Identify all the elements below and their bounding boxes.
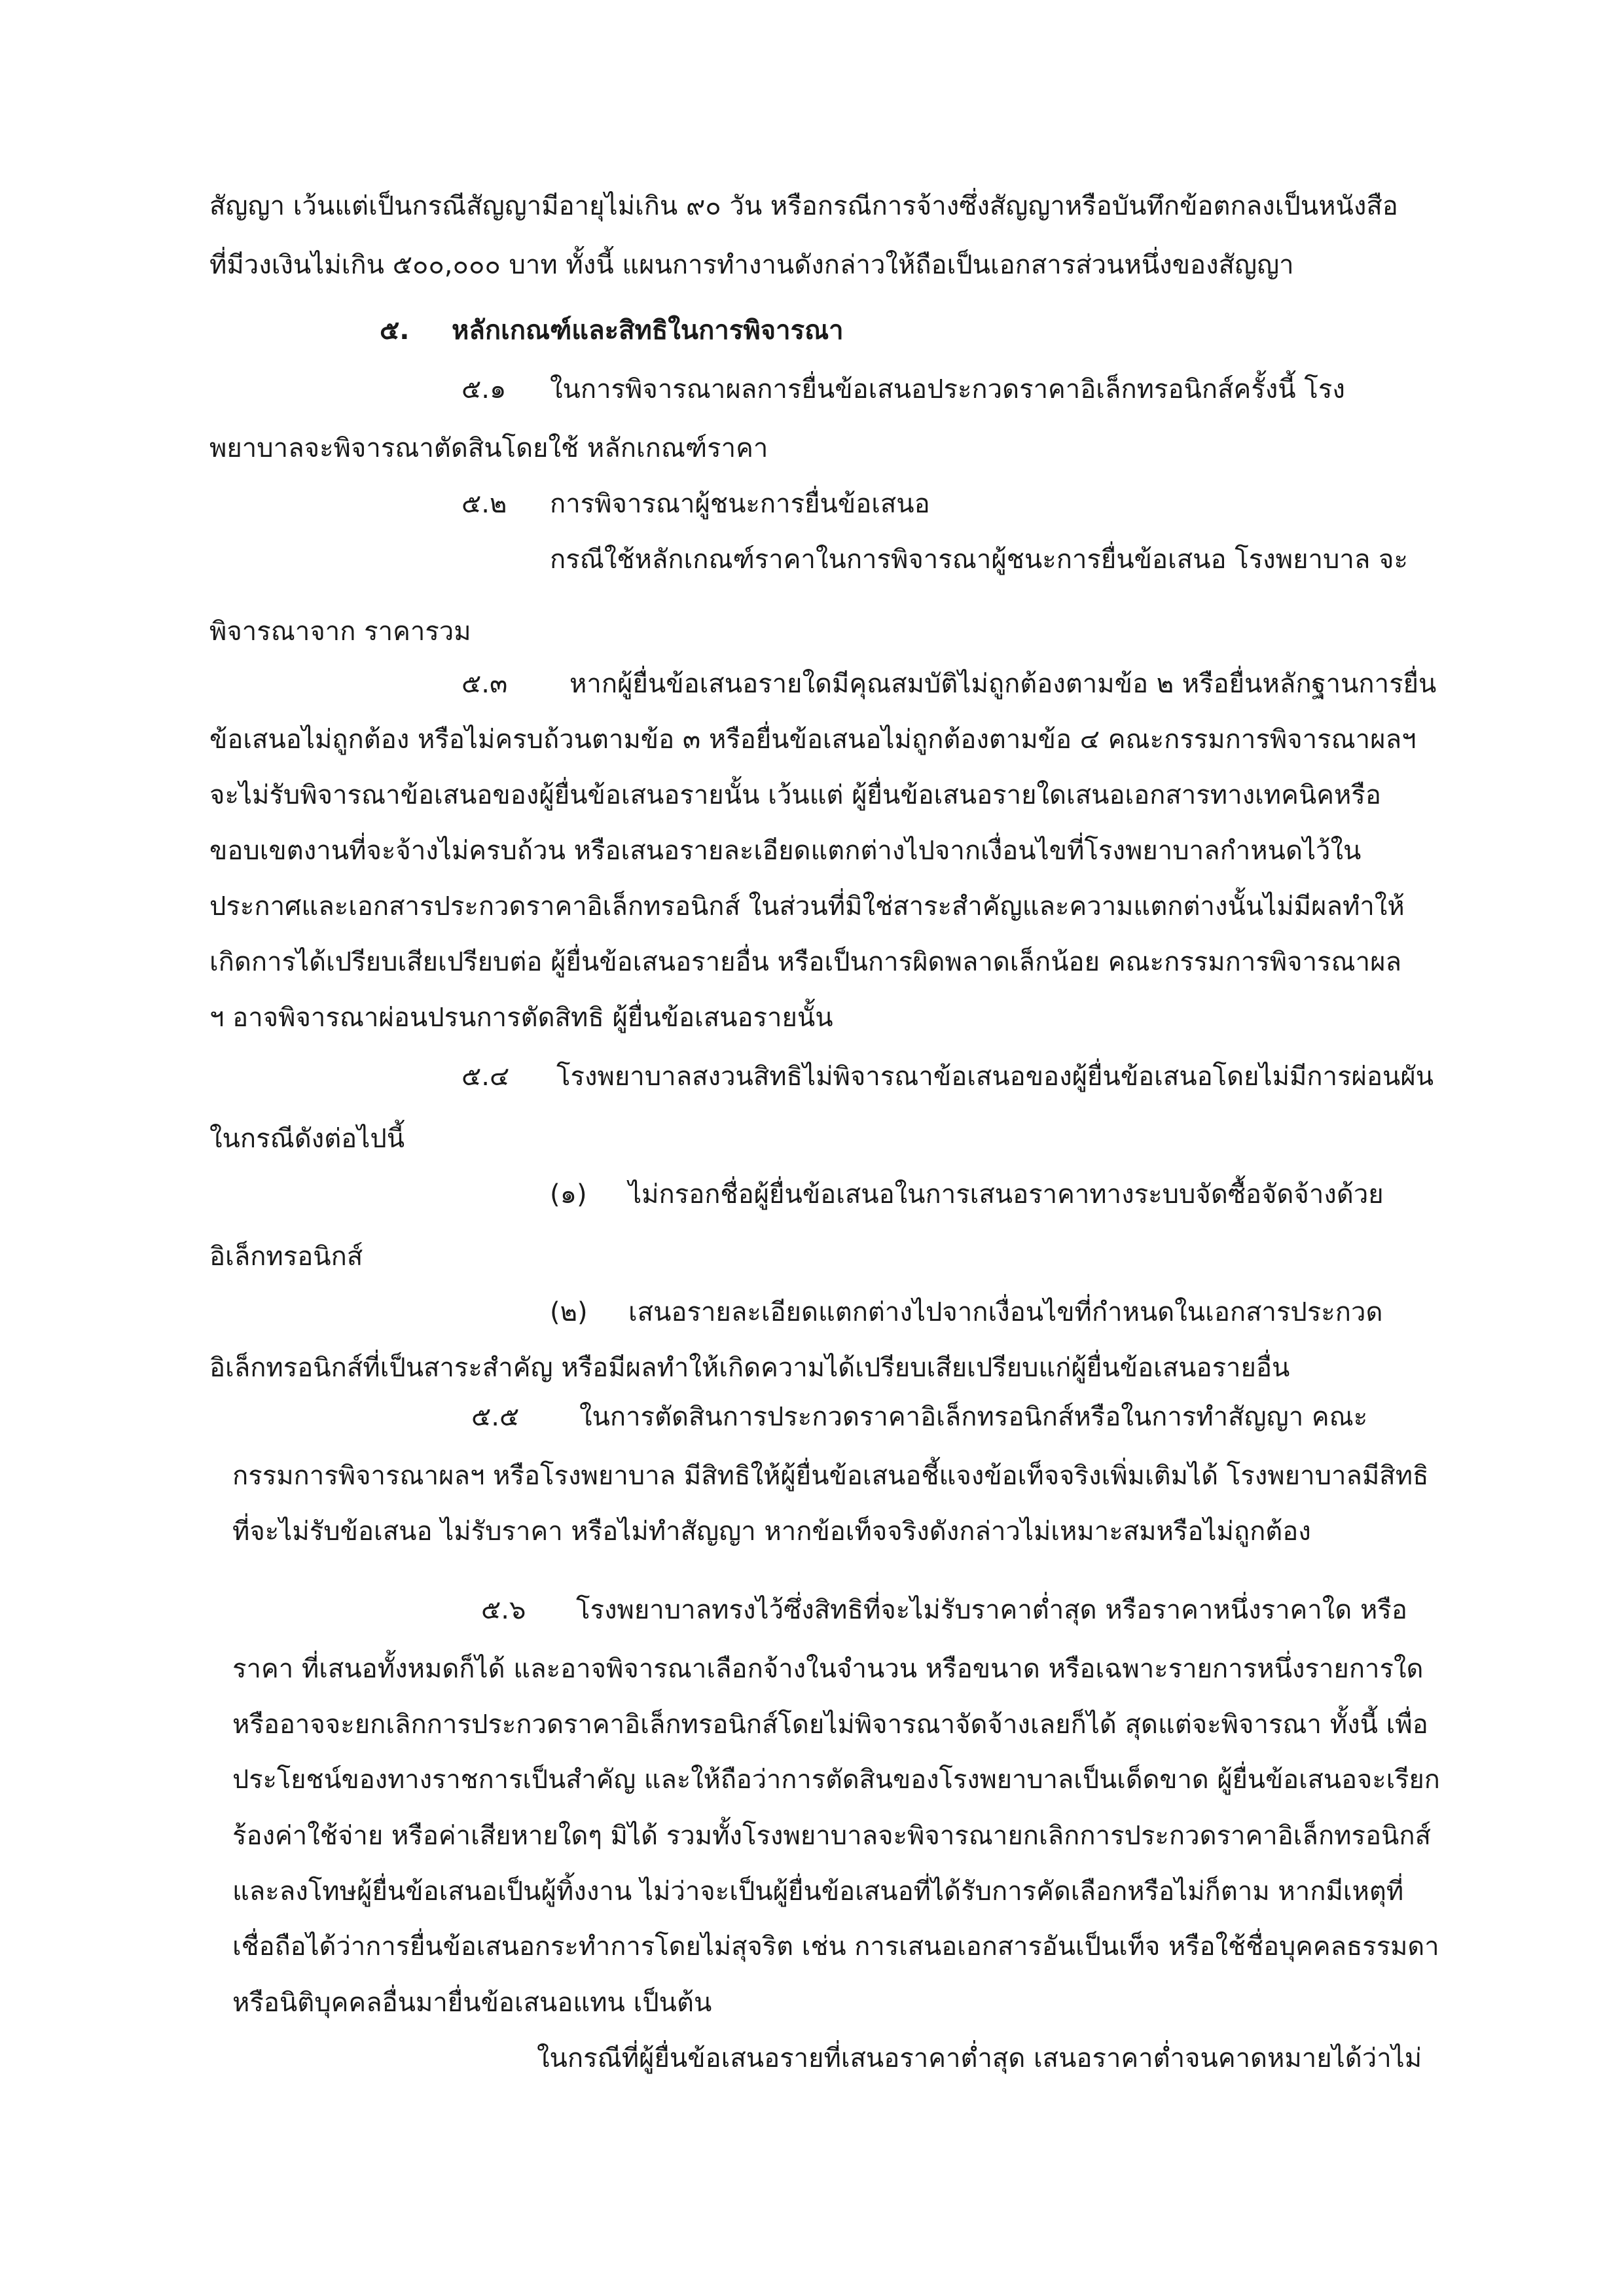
clause-5-2-line-2: พิจารณาจาก ราคารวม	[209, 617, 471, 647]
clause-5-3-number: ๕.๓	[461, 669, 508, 699]
clause-5-6-line-2: ราคา ที่เสนอทั้งหมดก็ได้ และอาจพิจารณาเลือกจ้างในจำนวน หรือขนาด หรือเฉพาะรายการหนึ่งรายการใด	[232, 1654, 1424, 1684]
clause-5-3-line-4: ขอบเขตงานที่จะจ้างไม่ครบถ้วน หรือเสนอรายละเอียดแตกต่างไปจากเงื่อนไขที่โรงพยาบาลกำหนดไว้ใน	[209, 836, 1362, 866]
clause-5-4-line-1: โรงพยาบาลสงวนสิทธิไม่พิจารณาข้อเสนอของผู้ยื่นข้อเสนอโดยไม่มีการผ่อนผัน	[556, 1062, 1434, 1092]
clause-5-4-item-2-line-1: เสนอรายละเอียดแตกต่างไปจากเงื่อนไขที่กำหนดในเอกสารประกวด	[628, 1297, 1383, 1327]
clause-5-4-item-1-line-2: อิเล็กทรอนิกส์	[209, 1242, 363, 1272]
clause-5-3-line-3: จะไม่รับพิจารณาข้อเสนอของผู้ยื่นข้อเสนอรายนั้น เว้นแต่ ผู้ยื่นข้อเสนอรายใดเสนอเอกสารทางเทคนิคหรือ	[209, 780, 1381, 810]
clause-5-3-line-2: ข้อเสนอไม่ถูกต้อง หรือไม่ครบถ้วนตามข้อ ๓ หรือยื่นข้อเสนอไม่ถูกต้องตามข้อ ๔ คณะกรรมการพิจารณาผลฯ	[209, 725, 1416, 755]
clause-5-2-line-1: กรณีใช้หลักเกณฑ์ราคาในการพิจารณาผู้ชนะการยื่นข้อเสนอ โรงพยาบาล จะ	[550, 545, 1408, 575]
clause-5-6-line-4: ประโยชน์ของทางราชการเป็นสำคัญ และให้ถือว่าการตัดสินของโรงพยาบาลเป็นเด็ดขาด ผู้ยื่นข้อเสนอจะเรียก	[232, 1765, 1440, 1795]
clause-5-5-line-3: ที่จะไม่รับข้อเสนอ ไม่รับราคา หรือไม่ทำสัญญา หากข้อเท็จจริงดังกล่าวไม่เหมาะสมหรือไม่ถูกต้อง	[232, 1516, 1311, 1547]
clause-5-6-line-9: ในกรณีที่ผู้ยื่นข้อเสนอรายที่เสนอราคาต่ำสุด เสนอราคาต่ำจนคาดหมายได้ว่าไม่	[537, 2043, 1422, 2073]
clause-5-6-line-1: โรงพยาบาลทรงไว้ซึ่งสิทธิที่จะไม่รับราคาต่ำสุด หรือราคาหนึ่งราคาใด หรือ	[576, 1595, 1407, 1625]
clause-5-4-line-2: ในกรณีดังต่อไปนี้	[209, 1124, 405, 1154]
clause-5-6-line-6: และลงโทษผู้ยื่นข้อเสนอเป็นผู้ทิ้งงาน ไม่ว่าจะเป็นผู้ยื่นข้อเสนอที่ได้รับการคัดเลือกหรือไม่ก็ตาม หากมีเหตุที่	[232, 1876, 1404, 1907]
clause-5-4-item-2-line-2: อิเล็กทรอนิกส์ที่เป็นสาระสำคัญ หรือมีผลทำให้เกิดความได้เปรียบเสียเปรียบแก่ผู้ยื่นข้อเสนอรายอื่น	[209, 1353, 1290, 1383]
clause-5-6-line-7: เชื่อถือได้ว่าการยื่นข้อเสนอกระทำการโดยไม่สุจริต เช่น การเสนอเอกสารอันเป็นเท็จ หรือใช้ชื่อบุคคลธรรมดา	[232, 1931, 1439, 1962]
clause-5-1-line-2: พยาบาลจะพิจารณาตัดสินโดยใช้ หลักเกณฑ์ราคา	[209, 433, 768, 463]
clause-5-4-item-1-line-1: ไม่กรอกชื่อผู้ยื่นข้อเสนอในการเสนอราคาทางระบบจัดซื้อจัดจ้างด้วย	[628, 1179, 1384, 1210]
intro-line-2: ที่มีวงเงินไม่เกิน ๕๐๐,๐๐๐ บาท ทั้งนี้ แผนการทำงานดังกล่าวให้ถือเป็นเอกสารส่วนหนึ่งของสัญญา	[209, 250, 1294, 280]
clause-5-2-title: การพิจารณาผู้ชนะการยื่นข้อเสนอ	[550, 489, 930, 519]
section-5-number: ๕.	[380, 315, 410, 346]
clause-5-5-line-1: ในการตัดสินการประกวดราคาอิเล็กทรอนิกส์หรือในการทำสัญญา คณะ	[579, 1402, 1368, 1432]
clause-5-5-number: ๕.๕	[471, 1402, 520, 1432]
clause-5-3-line-7: ฯ อาจพิจารณาผ่อนปรนการตัดสิทธิ ผู้ยื่นข้อเสนอรายนั้น	[209, 1003, 833, 1033]
clause-5-3-line-1: หากผู้ยื่นข้อเสนอรายใดมีคุณสมบัติไม่ถูกต้องตามข้อ ๒ หรือยื่นหลักฐานการยื่น	[569, 669, 1437, 699]
clause-5-4-number: ๕.๔	[461, 1062, 510, 1092]
clause-5-6-number: ๕.๖	[481, 1595, 526, 1625]
clause-5-2-number: ๕.๒	[461, 489, 507, 519]
clause-5-6-line-3: หรืออาจจะยกเลิกการประกวดราคาอิเล็กทรอนิกส์โดยไม่พิจารณาจัดจ้างเลยก็ได้ สุดแต่จะพิจารณา ทั้งนี้ เพื่อ	[232, 1710, 1428, 1740]
clause-5-6-line-8: หรือนิติบุคคลอื่นมายื่นข้อเสนอแทน เป็นต้น	[232, 1988, 712, 2018]
clause-5-1-number: ๕.๑	[461, 374, 507, 404]
clause-5-4-item-1-number: (๑)	[550, 1179, 587, 1210]
clause-5-1-line-1: ในการพิจารณาผลการยื่นข้อเสนอประกวดราคาอิเล็กทรอนิกส์ครั้งนี้ โรง	[550, 374, 1345, 404]
clause-5-3-line-5: ประกาศและเอกสารประกวดราคาอิเล็กทรอนิกส์ ในส่วนที่มิใช่สาระสำคัญและความแตกต่างนั้นไม่มีผลทำให้	[209, 891, 1405, 922]
intro-line-1: สัญญา เว้นแต่เป็นกรณีสัญญามีอายุไม่เกิน ๙๐ วัน หรือกรณีการจ้างซึ่งสัญญาหรือบันทึกข้อตกลงเป็นหนังสือ	[209, 191, 1398, 221]
clause-5-3-line-6: เกิดการได้เปรียบเสียเปรียบต่อ ผู้ยื่นข้อเสนอรายอื่น หรือเป็นการผิดพลาดเล็กน้อย คณะกรรมการพิจารณาผล	[209, 947, 1402, 977]
clause-5-5-line-2: กรรมการพิจารณาผลฯ หรือโรงพยาบาล มีสิทธิให้ผู้ยื่นข้อเสนอชี้แจงข้อเท็จจริงเพิ่มเติมได้ โรงพยาบาลมีสิทธิ	[232, 1461, 1429, 1491]
clause-5-4-item-2-number: (๒)	[550, 1297, 588, 1327]
clause-5-6-line-5: ร้องค่าใช้จ่าย หรือค่าเสียหายใดๆ มิได้ รวมทั้งโรงพยาบาลจะพิจารณายกเลิกการประกวดราคาอิเล็กทรอนิกส์	[232, 1821, 1432, 1851]
section-5-title: หลักเกณฑ์และสิทธิในการพิจารณา	[452, 315, 844, 346]
